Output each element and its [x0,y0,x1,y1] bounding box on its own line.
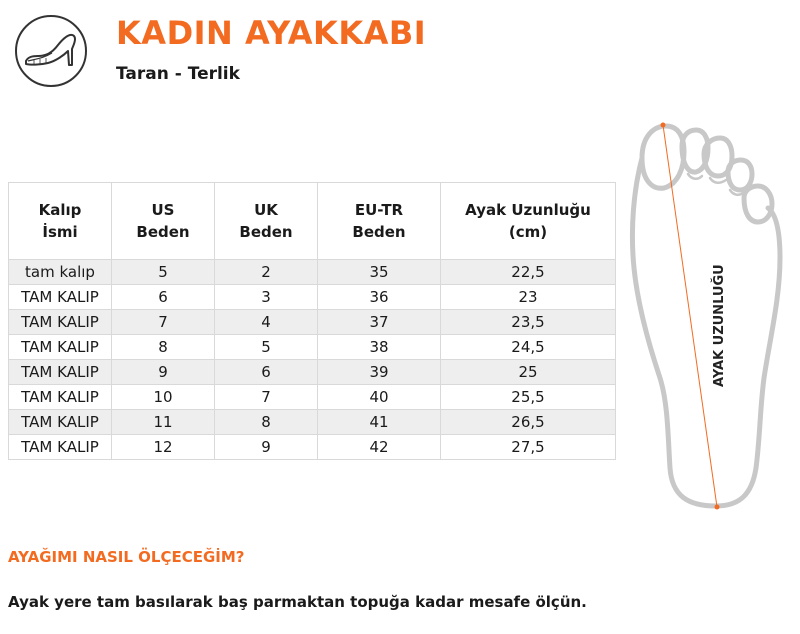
column-header-line: US [151,201,175,219]
column-header-uk [215,183,318,260]
table-cell: 25 [441,360,616,385]
product-subtitle: Taran - Terlik [116,64,240,84]
column-header-line: Kalıp [38,201,82,219]
table-cell: 8 [215,410,318,435]
foot-outline-icon [628,118,788,518]
table-cell: TAM KALIP [9,310,112,335]
table-cell: 37 [318,310,441,335]
high-heel-shoe-icon [22,31,80,71]
how-to-measure-heading: AYAĞIMI NASIL ÖLÇECEĞİM? [8,548,245,566]
table-cell: 9 [112,360,215,385]
table-cell: tam kalıp [9,260,112,285]
table-row [9,360,616,385]
table-cell: 42 [318,435,441,460]
how-to-measure-text: Ayak yere tam basılarak baş parmaktan topuğa kadar mesafe ölçün. [8,593,587,611]
column-header-line: Ayak Uzunluğu [465,201,591,219]
table-row [9,260,616,285]
table-cell: TAM KALIP [9,360,112,385]
table-row [9,385,616,410]
table-cell: 40 [318,385,441,410]
column-header-model [9,183,112,260]
table-cell: 23 [441,285,616,310]
column-header-line: Beden [352,223,406,241]
table-cell: TAM KALIP [9,410,112,435]
table-cell: 24,5 [441,335,616,360]
column-header-us [112,183,215,260]
table-cell: 36 [318,285,441,310]
table-cell: TAM KALIP [9,435,112,460]
table-cell: 25,5 [441,385,616,410]
table-cell: 7 [215,385,318,410]
shoe-logo [15,15,87,87]
table-cell: 11 [112,410,215,435]
column-header-line: Beden [136,223,190,241]
table-cell: 26,5 [441,410,616,435]
table-row [9,285,616,310]
table-cell: 9 [215,435,318,460]
column-header-foot-length [441,183,616,260]
table-cell: 5 [112,260,215,285]
table-cell: 3 [215,285,318,310]
table-cell: 8 [112,335,215,360]
page-title: KADIN AYAKKABI [116,14,427,52]
table-row [9,310,616,335]
column-header-line: EU-TR [354,201,404,219]
table-cell: 10 [112,385,215,410]
table-cell: 12 [112,435,215,460]
table-cell: 41 [318,410,441,435]
table-cell: 38 [318,335,441,360]
table-row [9,335,616,360]
foot-length-label-wrap [676,250,756,387]
table-row [9,410,616,435]
table-header-row [9,183,616,260]
table-cell: 6 [215,360,318,385]
column-header-eu [318,183,441,260]
table-cell: 23,5 [441,310,616,335]
column-header-line: (cm) [508,223,548,241]
table-cell: 6 [112,285,215,310]
table-cell: 5 [215,335,318,360]
foot-diagram [628,118,788,518]
table-cell: TAM KALIP [9,285,112,310]
column-header-line: İsmi [42,223,78,241]
table-cell: TAM KALIP [9,385,112,410]
column-header-line: Beden [239,223,293,241]
table-cell: 35 [318,260,441,285]
foot-length-label: AYAK UZUNLUĞU [712,264,727,387]
table-row [9,435,616,460]
table-cell: 2 [215,260,318,285]
table-cell: 4 [215,310,318,335]
column-header-line: UK [254,201,278,219]
table-cell: 39 [318,360,441,385]
table-cell: 22,5 [441,260,616,285]
table-cell: 7 [112,310,215,335]
table-cell: TAM KALIP [9,335,112,360]
table-cell: 27,5 [441,435,616,460]
size-chart-table [8,182,616,460]
